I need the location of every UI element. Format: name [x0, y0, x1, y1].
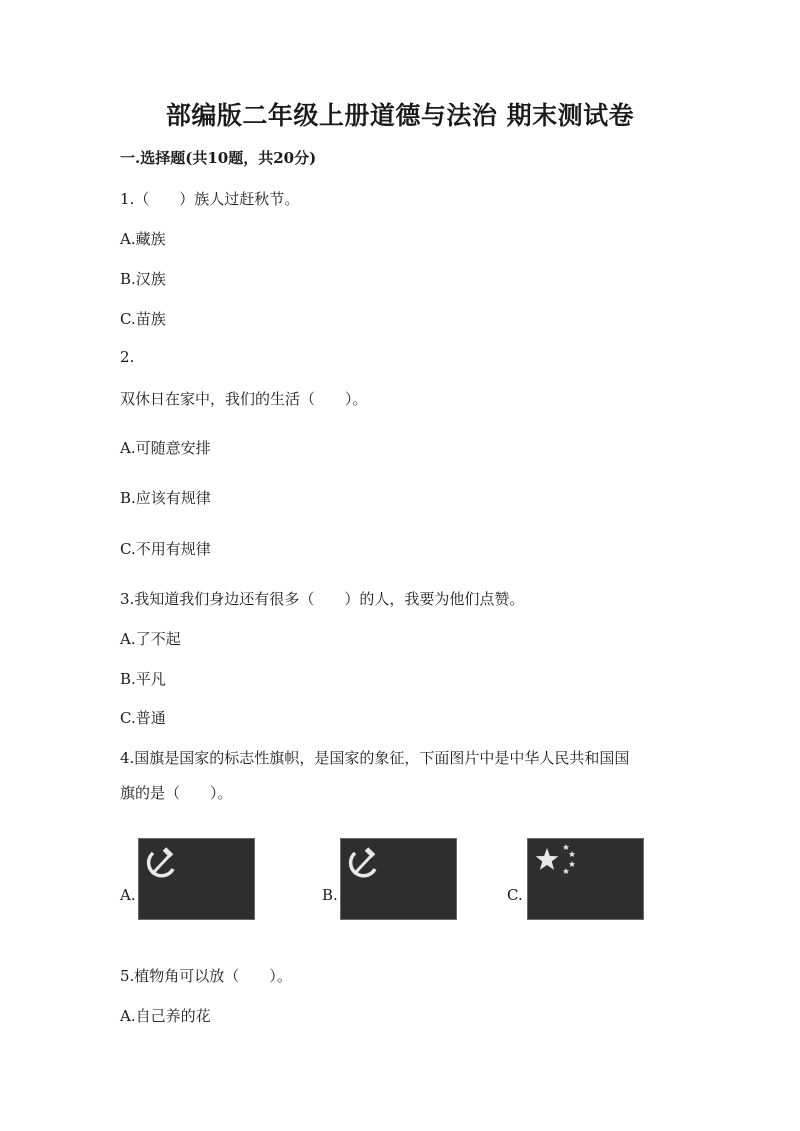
question-1-option-a: A.藏族: [120, 230, 166, 248]
question-2-option-c: C.不用有规律: [120, 540, 211, 558]
question-4-stem-line-2: 旗的是（ ）。: [120, 784, 233, 802]
question-2-number: 2.: [120, 348, 135, 366]
question-4-stem-line-1: 4.国旗是国家的标志性旗帜，是国家的象征，下面图片中是中华人民共和国国: [120, 749, 630, 767]
five-stars-icon: [528, 839, 643, 919]
question-1-option-b: B.汉族: [120, 270, 166, 288]
question-3-option-b: B.平凡: [120, 670, 166, 688]
question-3-option-c: C.普通: [120, 709, 166, 727]
hammer-sickle-icon: [139, 839, 254, 919]
question-5-option-a: A.自己养的花: [120, 1007, 211, 1025]
five-star-red-flag-image: [527, 838, 644, 920]
question-3-option-a: A.了不起: [120, 630, 181, 648]
question-2-stem: 双休日在家中，我们的生活（ ）。: [120, 390, 368, 408]
question-1-option-c: C.苗族: [120, 310, 166, 328]
question-4-option-b-label: B.: [322, 886, 338, 904]
question-3-stem: 3.我知道我们身边还有很多（ ）的人，我要为他们点赞。: [120, 590, 525, 608]
question-4-option-a-label: A.: [120, 886, 136, 904]
question-2-option-b: B.应该有规律: [120, 489, 211, 507]
question-4-option-a: [120, 838, 260, 922]
party-flag-image: [340, 838, 457, 920]
question-1-stem: 1.（ ）族人过赶秋节。: [120, 190, 300, 208]
party-flag-image: [138, 838, 255, 920]
section-heading: 一.选择题(共10题，共20分): [120, 149, 317, 167]
question-4-option-b: [322, 838, 462, 922]
page-title: 部编版二年级上册道德与法治 期末测试卷: [165, 101, 635, 130]
question-5-stem: 5.植物角可以放（ ）。: [120, 967, 292, 985]
question-4-option-c: [507, 838, 647, 922]
hammer-sickle-icon: [341, 839, 456, 919]
question-4-option-c-label: C.: [507, 886, 523, 904]
question-2-option-a: A.可随意安排: [120, 439, 211, 457]
